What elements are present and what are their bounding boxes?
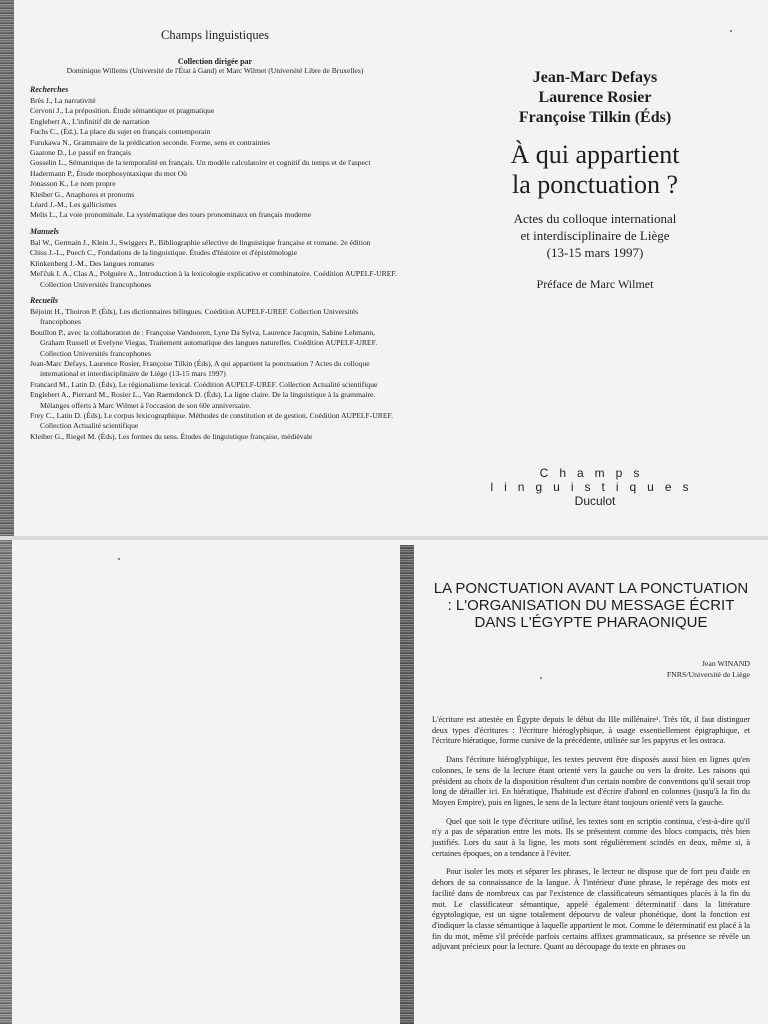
book-subtitle <box>440 210 750 261</box>
series-name: Champs linguistiques <box>490 466 700 494</box>
page-divider <box>0 536 768 540</box>
scan-speck <box>730 30 732 32</box>
section-heading-recherches: Recherches <box>30 85 69 94</box>
list-item: Chiss J.-L., Puech C., Fondations de la linguistique. Études d'histoire et d'épistémologie <box>30 248 298 258</box>
article-paragraph: L'écriture est attestée en Égypte depuis le début du IIIe millénaire¹. Très tôt, il faut distinguer deux types d'écritures : l'écriture hiéroglyphique, à usage essentiellement épigraphique, et l'écriture hiératique, forme cursive de la précédente, utilisée sur les papyrus et les ostraca. <box>432 715 750 746</box>
series-title: Champs linguistiques <box>161 28 269 42</box>
list-item: Kleiber G., Riegel M. (Éds), Les formes du sens. Études de linguistique française, médiévale <box>30 431 313 441</box>
collection-directors: Dominique Willems (Université de l'État à Gand) et Marc Wilmet (Université Libre de Bruxelles) <box>66 66 364 75</box>
section-heading-manuels: Manuels <box>30 226 59 236</box>
preface-credit: Préface de Marc Wilmet <box>536 277 654 291</box>
subtitle-line: (13-15 mars 1997) <box>546 245 644 260</box>
article-page <box>432 580 750 961</box>
subtitle-line: et interdisciplinaire de Liège <box>520 228 670 243</box>
scan-speck <box>118 558 120 560</box>
list-item: Gosselin L., Sémantique de la temporalité en français. Un modèle calculatoire et cognitif du temps et de l'aspect <box>30 158 371 168</box>
scan-speck <box>540 677 542 679</box>
binding-edge-top <box>0 0 14 536</box>
book-title-line: À qui appartient <box>510 140 680 169</box>
editor-name: Jean-Marc Defays <box>532 69 658 86</box>
list-item: Jonasson K., Le nom propre <box>30 179 116 189</box>
list-item: Kleiber G., Anaphores et pronoms <box>30 189 135 199</box>
section-heading-recueils: Recueils <box>30 295 58 305</box>
list-item: Gaatone D., Le passif en français <box>30 148 131 158</box>
article-paragraph: Pour isoler les mots et séparer les phrases, le lecteur ne dispose que de fort peu d'aide en dehors de sa connaissance de la langue. À l'intérieur d'une phrase, le repérage des mots est facilité dans de nombreux cas par l'existence de classificateurs sémantiques placés à la fin du mot. Le classificateur sémantique, appelé également déterminatif dans la littérature égyptologique, est un signe totalement dépourvu de valeur phonétique, dont la fonction est d'indiquer la classe sémantique à laquelle appartient le mot. Comme le déterminatif est placé à la fin du mot, même s'il précède parfois certains affixes grammaticaux, sa présence se révèle un adjuvant précieux pour la lecture. Quant au découpage du texte en phrases ou <box>432 867 750 952</box>
binding-edge-middle <box>400 545 414 1024</box>
list-item: Cervoni J., La préposition. Étude sémantique et pragmatique <box>30 106 215 116</box>
list-item: Fuchs C., (Éd.), La place du sujet en français contemporain <box>30 127 211 137</box>
publisher-name: Duculot <box>574 494 616 508</box>
list-item: Francard M., Latin D. (Éds), Le régionalisme lexical. Coédition AUPELF-UREF. Collection Actualité scientifique <box>30 379 378 389</box>
series-list-page <box>30 28 400 442</box>
author-affiliation: FNRS/Université de Liège <box>666 670 750 679</box>
article-paragraph: Dans l'écriture hiéroglyphique, les textes peuvent être disposés aussi bien en lignes qu'en colonnes, le sens de la lecture étant orienté vers la gauche ou vers la droite. Les raisons qui président au choix de la disposition résultent d'un certain nombre de conventions qu'il serait trop long de détailler ici. En hiératique, l'habitude est d'écrire d'abord en colonnes (jusqu'à la fin du Moyen Empire), puis en lignes, le sens de la lecture étant toujours orienté vers la gauche. <box>432 755 750 807</box>
list-item: Hadermann P., Étude morphosyntaxique du mot Où <box>30 168 187 178</box>
list-item: Jean-Marc Defays, Laurence Rosier, Françoise Tilkin (Éds), A qui appartient la ponctuation ? Actes du colloque international et interdisciplinaire de Liège (13-15 mars 1997) <box>30 358 370 379</box>
list-item: Klinkenberg J.-M., Des langues romanes <box>30 258 155 268</box>
collection-directed-by: Collection dirigée par <box>177 57 253 66</box>
subtitle-line: Actes du colloque international <box>513 211 677 226</box>
book-title <box>440 140 750 200</box>
binding-edge-bottom <box>0 540 12 1024</box>
book-title-line: la ponctuation ? <box>511 170 679 199</box>
title-page <box>440 68 750 508</box>
list-item: Melis L., La voie pronominale. La systématique des tours pronominaux en français moderne <box>30 210 312 220</box>
list-item: Mel'čuk I. A., Clas A., Polguère A., Introduction à la lexicologie explicative et combinatoire. Coédition AUPELF-UREF. Collection Universités francophones <box>30 269 397 289</box>
list-item: Bal W., Germain J., Klein J., Swiggers P., Bibliographie sélective de linguistique française et romane. 2e édition <box>30 237 371 247</box>
list-item: Englebert A., L'infinitif dit de narration <box>30 116 150 126</box>
article-paragraph: Quel que soit le type d'écriture utilisé, les textes sont en scriptio continua, c'est-à-dire qu'il n'y a pas de séparation entre les mots. Ils se présentent comme des blocs compacts, très bien justifiés. Lors du saut à la ligne, les mots sont régulièrement scindés en deux, même si, à certaines époques, on a tendance à l'éviter. <box>432 816 750 858</box>
editor-name: Laurence Rosier <box>538 89 652 106</box>
article-title: LA PONCTUATION AVANT LA PONCTUATION : L'ORGANISATION DU MESSAGE ÉCRIT DANS L'ÉGYPTE PHARAONIQUE <box>433 580 749 631</box>
list-item: Brès J., La narrativité <box>30 96 96 105</box>
list-item: Englebert A., Pierrard M., Rosier L., Van Raemdonck D. (Éds), La ligne claire. De la linguistique à la grammaire. Mélanges offerts à Marc Wilmet à l'occasion de son 60e anniversaire. <box>30 390 376 410</box>
list-item: Béjoint H., Thoiron P. (Éds), Les dictionnaires bilingues. Coédition AUPELF-UREF. Collection Universités francophones <box>30 306 359 327</box>
list-item: Léard J.-M., Les gallicismes <box>30 200 117 210</box>
editor-name: Françoise Tilkin (Éds) <box>518 109 672 126</box>
article-author: Jean WINAND <box>701 659 750 668</box>
list-item: Furukawa N., Grammaire de la prédication seconde. Forme, sens et contraintes <box>30 137 270 147</box>
list-item: Frey C., Latin D. (Éds), Le corpus lexicographique. Méthodes de constitution et de gestion. Coédition AUPELF-UREF. Collection Actualité scientifique <box>30 410 393 431</box>
list-item: Bouillon P., avec la collaboration de : Françoise Vandooren, Lyne Da Sylva, Laurence Jacqmin, Sabine Lehmann, Graham Russell et Evelyne Viegas, Traitement automatique des langues naturelles. Coédition AUPELF-UREF. Collection Universités francophones <box>30 327 378 358</box>
